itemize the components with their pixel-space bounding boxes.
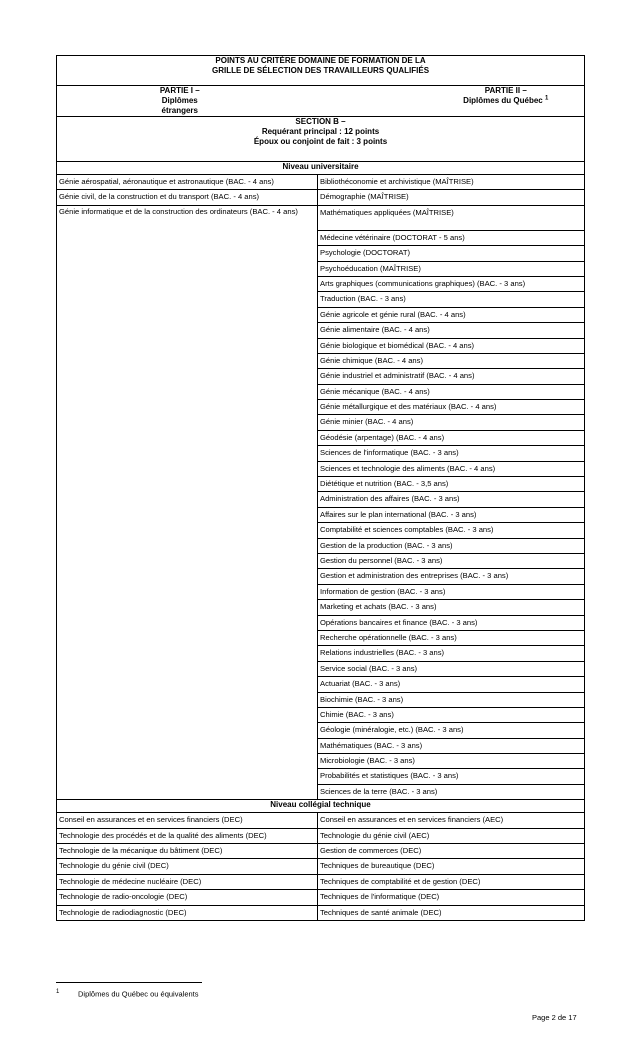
quebec-diploma-cell: Techniques de comptabilité et de gestion (DEC) — [318, 874, 585, 889]
quebec-diploma-cell: Bibliothéconomie et archivistique (MAÎTRISE) — [318, 175, 585, 190]
quebec-diploma-cell: Sciences et technologie des aliments (BAC. - 4 ans) — [318, 461, 585, 476]
table-row — [57, 190, 585, 205]
table-title-line1: POINTS AU CRITÈRE DOMAINE DE FORMATION DE LA — [215, 56, 426, 65]
section-header — [57, 117, 585, 162]
quebec-diploma-cell: Techniques de bureautique (DEC) — [318, 859, 585, 874]
table-row — [57, 844, 585, 859]
foreign-diploma-cell: Génie civil, de la construction et du transport (BAC. - 4 ans) — [57, 190, 318, 205]
part1-subtitle: Diplômes étrangers — [161, 96, 198, 115]
quebec-diploma-cell: Biochimie (BAC. - 3 ans) — [318, 692, 585, 707]
quebec-diploma-cell: Gestion de commerces (DEC) — [318, 844, 585, 859]
foreign-diploma-cell: Technologie de radio-oncologie (DEC) — [57, 890, 318, 905]
footnote-divider — [56, 982, 202, 983]
quebec-diploma-cell: Gestion du personnel (BAC. - 3 ans) — [318, 553, 585, 568]
quebec-diploma-cell: Recherche opérationnelle (BAC. - 3 ans) — [318, 630, 585, 645]
quebec-diploma-cell: Microbiologie (BAC. - 3 ans) — [318, 754, 585, 769]
quebec-diploma-cell: Génie chimique (BAC. - 4 ans) — [318, 353, 585, 368]
part1-header — [57, 86, 318, 117]
foreign-diploma-cell: Technologie du génie civil (DEC) — [57, 859, 318, 874]
quebec-diploma-cell: Chimie (BAC. - 3 ans) — [318, 707, 585, 722]
foreign-diploma-cell: Technologie de la mécanique du bâtiment (DEC) — [57, 844, 318, 859]
quebec-diploma-cell: Génie industriel et administratif (BAC. - 4 ans) — [318, 369, 585, 384]
quebec-diploma-cell: Mathématiques appliquées (MAÎTRISE) — [318, 205, 585, 230]
quebec-diploma-cell: Psychologie (DOCTORAT) — [318, 246, 585, 261]
training-grid-table — [56, 55, 585, 921]
quebec-diploma-cell: Affaires sur le plan international (BAC. - 3 ans) — [318, 507, 585, 522]
foreign-diploma-cell: Technologie de radiodiagnostic (DEC) — [57, 905, 318, 920]
quebec-diploma-cell: Probabilités et statistiques (BAC. - 3 ans) — [318, 769, 585, 784]
quebec-diploma-cell: Génie alimentaire (BAC. - 4 ans) — [318, 323, 585, 338]
foreign-diploma-cell: Génie informatique et de la construction des ordinateurs (BAC. - 4 ans) — [57, 205, 318, 799]
part1-title: PARTIE I – — [159, 86, 200, 95]
section-title: SECTION B – — [295, 117, 346, 126]
quebec-diploma-cell: Opérations bancaires et finance (BAC. - 3 ans) — [318, 615, 585, 630]
quebec-diploma-cell: Génie mécanique (BAC. - 4 ans) — [318, 384, 585, 399]
quebec-diploma-cell: Actuariat (BAC. - 3 ans) — [318, 677, 585, 692]
quebec-diploma-cell: Comptabilité et sciences comptables (BAC. - 3 ans) — [318, 523, 585, 538]
quebec-diploma-cell: Mathématiques (BAC. - 3 ans) — [318, 738, 585, 753]
quebec-diploma-cell: Démographie (MAÎTRISE) — [318, 190, 585, 205]
quebec-diploma-cell: Traduction (BAC. - 3 ans) — [318, 292, 585, 307]
quebec-diploma-cell: Techniques de l'informatique (DEC) — [318, 890, 585, 905]
quebec-diploma-cell: Génie biologique et biomédical (BAC. - 4 ans) — [318, 338, 585, 353]
level-heading-collegial: Niveau collégial technique — [57, 800, 585, 813]
quebec-diploma-cell: Sciences de la terre (BAC. - 3 ans) — [318, 784, 585, 799]
table-row — [57, 859, 585, 874]
part2-subtitle-wrap — [320, 96, 583, 106]
spouse-points: Époux ou conjoint de fait : 3 points — [253, 137, 388, 146]
table-row — [57, 874, 585, 889]
quebec-diploma-cell: Médecine vétérinaire (DOCTORAT - 5 ans) — [318, 230, 585, 245]
quebec-diploma-cell: Génie minier (BAC. - 4 ans) — [318, 415, 585, 430]
page-number: Page 2 de 17 — [532, 1013, 577, 1022]
foreign-diploma-cell: Conseil en assurances et en services financiers (DEC) — [57, 813, 318, 828]
quebec-diploma-cell: Administration des affaires (BAC. - 3 ans) — [318, 492, 585, 507]
footnote-ref-mark: 1 — [544, 95, 549, 102]
quebec-diploma-cell: Sciences de l'informatique (BAC. - 3 ans) — [318, 446, 585, 461]
table-row — [57, 175, 585, 190]
table-row — [57, 828, 585, 843]
quebec-diploma-cell: Technologie du génie civil (AEC) — [318, 828, 585, 843]
footnote-text: Diplômes du Québec ou équivalents — [78, 989, 199, 999]
table-row — [57, 205, 585, 230]
quebec-diploma-cell: Conseil en assurances et en services financiers (AEC) — [318, 813, 585, 828]
quebec-diploma-cell: Service social (BAC. - 3 ans) — [318, 661, 585, 676]
quebec-diploma-cell: Gestion de la production (BAC. - 3 ans) — [318, 538, 585, 553]
quebec-diploma-cell: Relations industrielles (BAC. - 3 ans) — [318, 646, 585, 661]
part2-title: PARTIE II – — [484, 86, 527, 95]
table-title-line2: GRILLE DE SÉLECTION DES TRAVAILLEURS QUALIFIÉS — [211, 66, 430, 75]
table-row — [57, 905, 585, 920]
quebec-diploma-cell: Génie métallurgique et des matériaux (BAC. - 4 ans) — [318, 400, 585, 415]
quebec-diploma-cell: Géodésie (arpentage) (BAC. - 4 ans) — [318, 430, 585, 445]
quebec-diploma-cell: Diététique et nutrition (BAC. - 3,5 ans) — [318, 477, 585, 492]
quebec-diploma-cell: Psychoéducation (MAÎTRISE) — [318, 261, 585, 276]
foreign-diploma-cell: Génie aérospatial, aéronautique et astronautique (BAC. - 4 ans) — [57, 175, 318, 190]
quebec-diploma-cell: Techniques de santé animale (DEC) — [318, 905, 585, 920]
foreign-diploma-cell: Technologie de médecine nucléaire (DEC) — [57, 874, 318, 889]
quebec-diploma-cell: Gestion et administration des entreprises (BAC. - 3 ans) — [318, 569, 585, 584]
part2-header — [318, 86, 585, 117]
quebec-diploma-cell: Arts graphiques (communications graphiques) (BAC. - 3 ans) — [318, 276, 585, 291]
quebec-diploma-cell: Marketing et achats (BAC. - 3 ans) — [318, 600, 585, 615]
quebec-diploma-cell: Géologie (minéralogie, etc.) (BAC. - 3 ans) — [318, 723, 585, 738]
quebec-diploma-cell: Information de gestion (BAC. - 3 ans) — [318, 584, 585, 599]
table-title — [57, 56, 585, 86]
level-heading-universitaire: Niveau universitaire — [57, 162, 585, 175]
footnote — [56, 987, 199, 1000]
foreign-diploma-cell: Technologie des procédés et de la qualité des aliments (DEC) — [57, 828, 318, 843]
principal-points: Requérant principal : 12 points — [261, 127, 380, 136]
table-row — [57, 890, 585, 905]
footnote-mark: 1 — [56, 989, 60, 995]
quebec-diploma-cell: Génie agricole et génie rural (BAC. - 4 ans) — [318, 307, 585, 322]
table-row — [57, 813, 585, 828]
part2-subtitle: Diplômes du Québec — [463, 96, 543, 105]
